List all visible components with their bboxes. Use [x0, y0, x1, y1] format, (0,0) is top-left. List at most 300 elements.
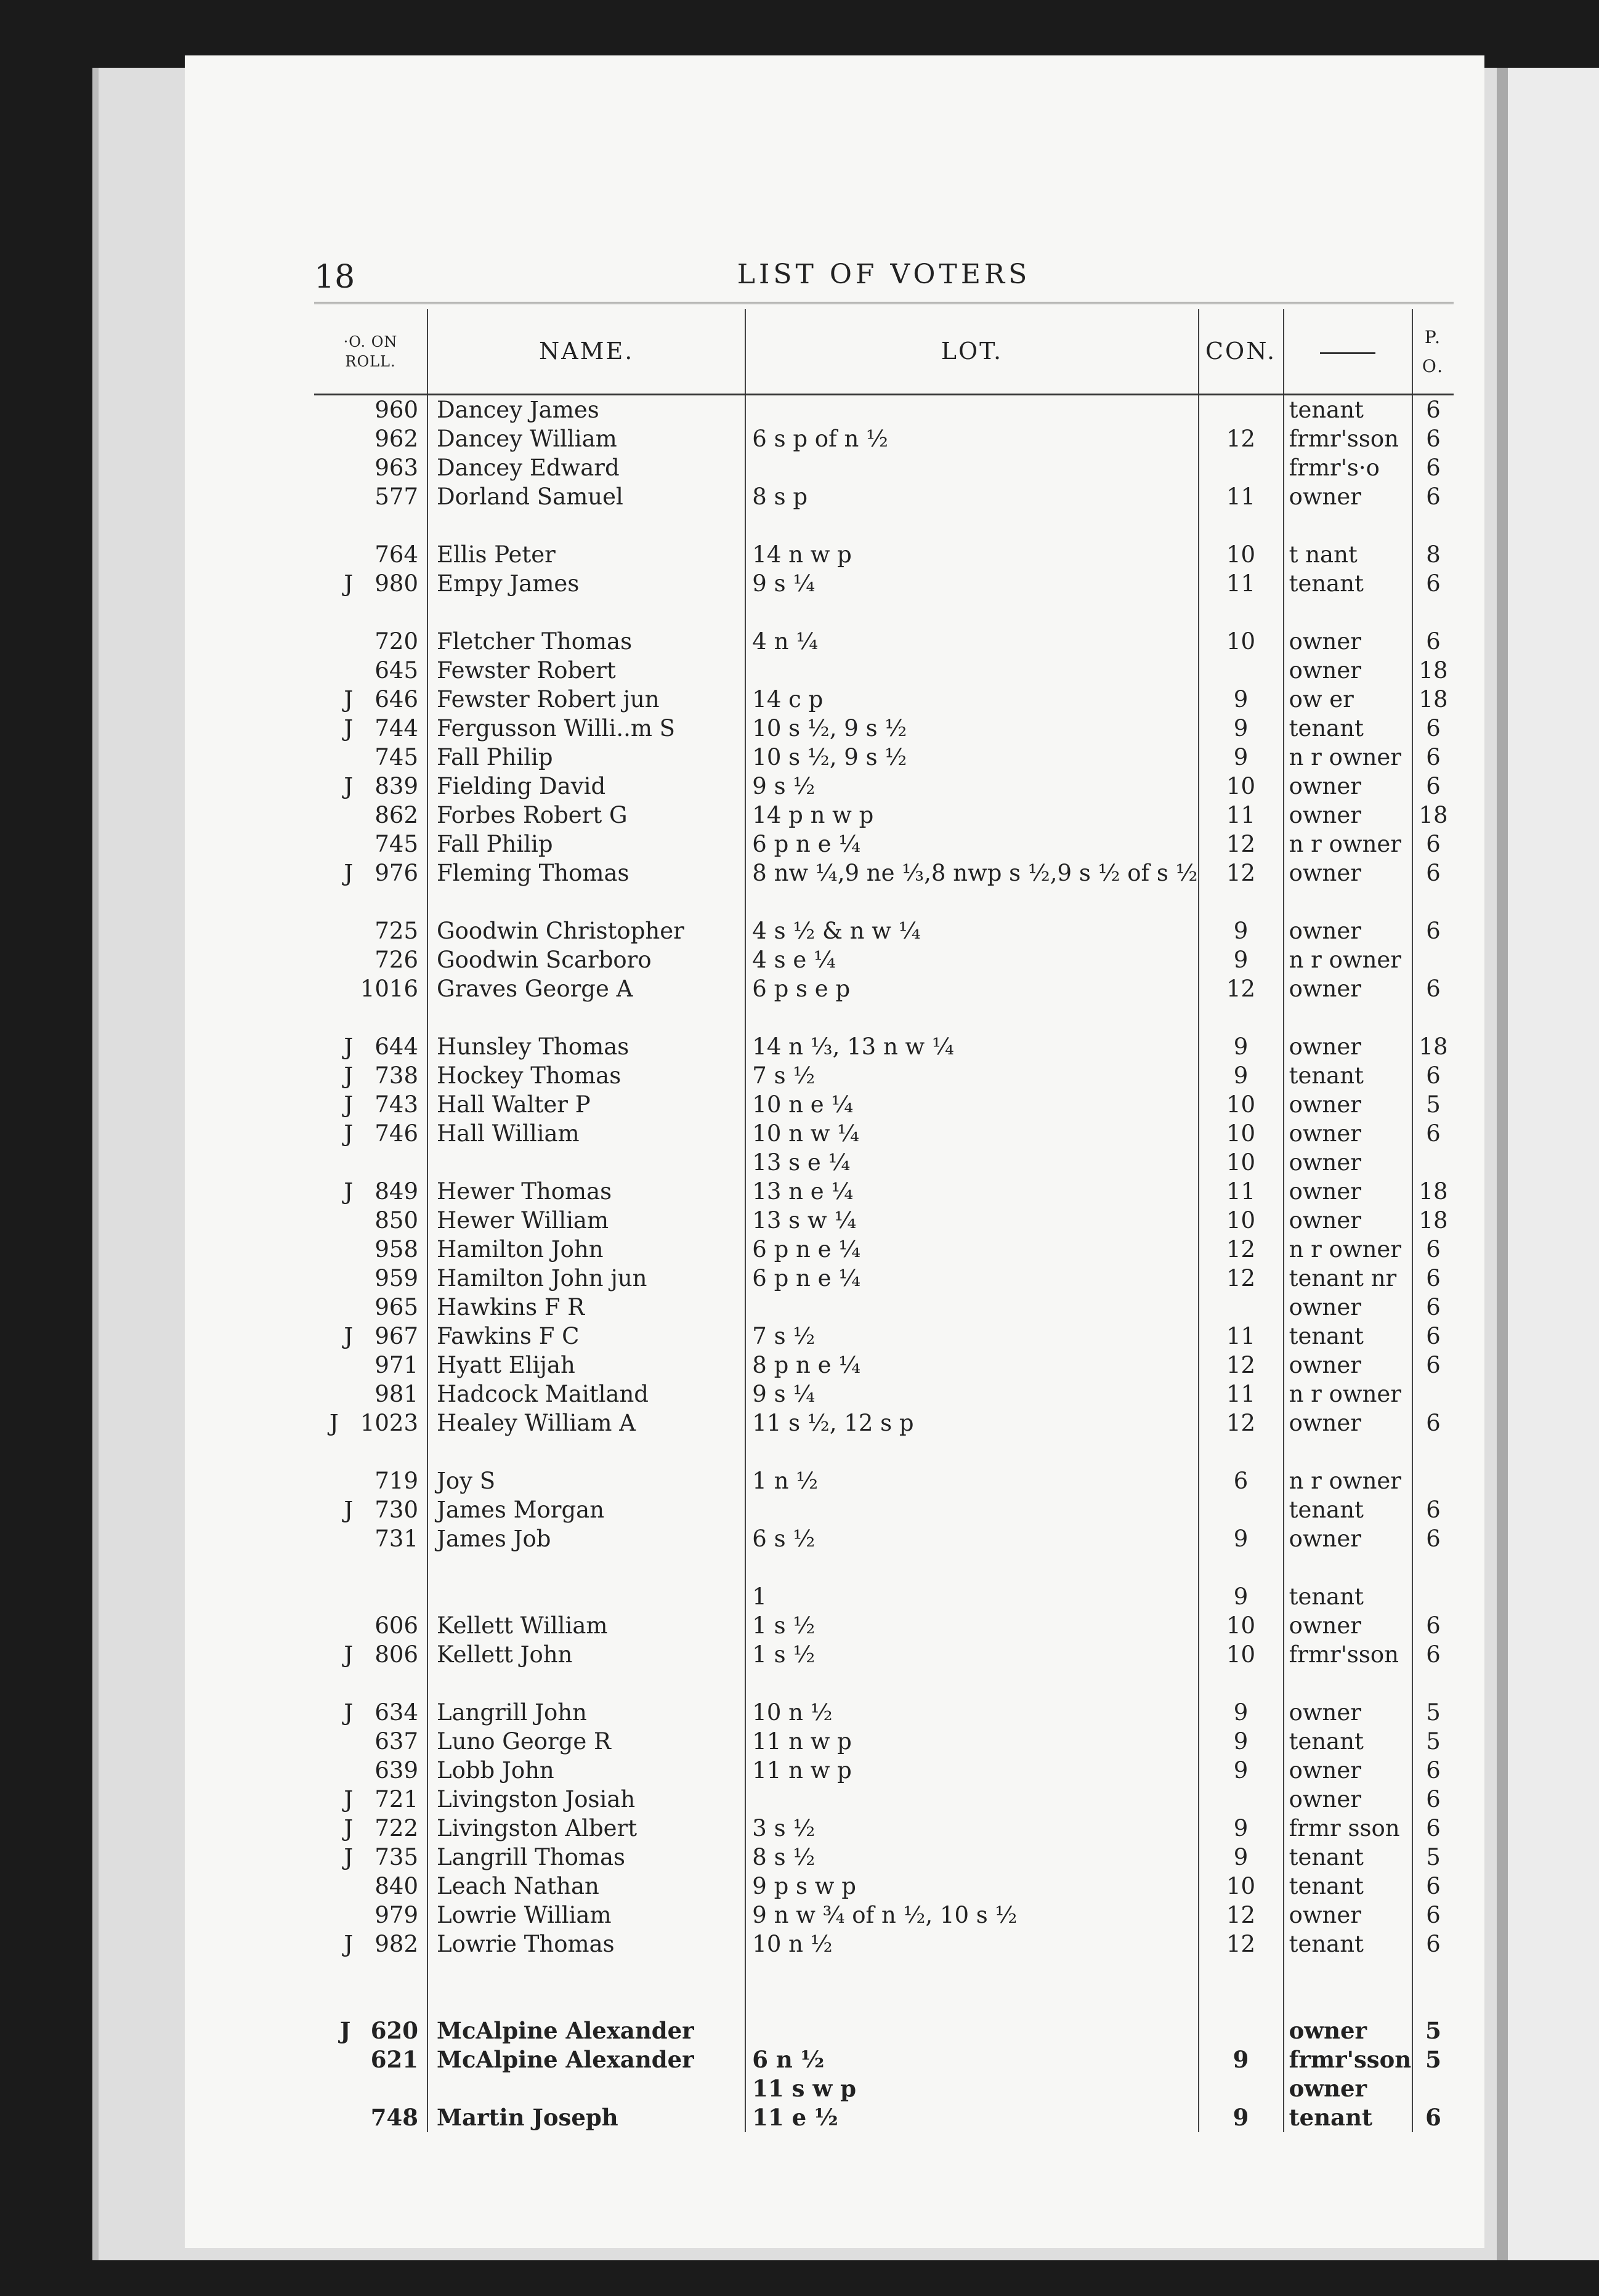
status-cell: owner	[1284, 772, 1412, 801]
table-row	[314, 830, 1454, 859]
gap-cell	[745, 1669, 1198, 1698]
voter-name: James Morgan	[427, 1495, 745, 1524]
roll-number: 839	[374, 773, 419, 799]
post-office-cell: 6	[1426, 1641, 1441, 1668]
concession-cell	[1199, 453, 1284, 482]
juror-mark: J	[344, 1497, 354, 1523]
table-row	[314, 801, 1454, 830]
gap-cell	[745, 598, 1198, 627]
roll-cell	[314, 772, 427, 801]
roll-number: 862	[374, 802, 419, 828]
table-header-row	[314, 309, 1454, 395]
roll-number: 959	[374, 1265, 419, 1292]
lot-cell: 10 s ½, 9 s ½	[745, 743, 1198, 772]
voter-name: Lowrie William	[427, 1901, 745, 1930]
lot-cell: 4 n ¼	[745, 627, 1198, 656]
roll-cell	[314, 859, 427, 887]
juror-mark: J	[344, 860, 354, 886]
lot-cell: 9 s ½	[745, 772, 1198, 801]
voter-name: McAlpine Alexander	[427, 2045, 745, 2074]
concession-cell: 9	[1199, 1061, 1284, 1090]
table-row	[314, 1293, 1454, 1322]
roll-number: 620	[370, 2017, 419, 2044]
gap-cell	[1284, 1437, 1412, 1466]
concession-cell: 10	[1199, 1119, 1284, 1148]
table-row	[314, 1727, 1454, 1756]
gap-cell	[1284, 1987, 1412, 2016]
concession-cell: 10	[1199, 627, 1284, 656]
gap-cell	[1199, 887, 1284, 916]
status-cell: owner	[1284, 974, 1412, 1003]
roll-cell	[314, 1264, 427, 1293]
status-cell: frmr'sson	[1284, 424, 1412, 453]
roll-cell	[314, 714, 427, 743]
column-header-status	[1284, 309, 1412, 395]
juror-mark: J	[329, 1410, 339, 1436]
status-cell: owner	[1284, 1901, 1412, 1930]
status-cell: tenant	[1284, 1843, 1412, 1872]
post-office-cell: 18	[1419, 1178, 1448, 1205]
voter-name: Healey William A	[427, 1409, 745, 1437]
lot-cell: 11 n w p	[745, 1756, 1198, 1785]
table-row	[314, 1061, 1454, 1090]
roll-cell	[314, 1466, 427, 1495]
lot-cell: 8 nw ¼,9 ne ⅓,8 nwp s ½,9 s ½ of s ½	[745, 859, 1198, 887]
roll-number: 725	[374, 918, 419, 944]
roll-cell	[314, 1351, 427, 1380]
post-office-cell: 6	[1426, 1265, 1441, 1292]
status-cell: owner	[1284, 916, 1412, 945]
roll-number: 644	[374, 1033, 419, 1060]
status-cell: owner	[1284, 656, 1412, 685]
table-row	[314, 1756, 1454, 1785]
roll-number: 720	[374, 628, 419, 655]
roll-number: 850	[374, 1207, 419, 1234]
voters-table	[314, 309, 1454, 2132]
post-office-cell: 6	[1426, 773, 1441, 799]
voter-name: Forbes Robert G	[427, 801, 745, 830]
page-number: 18	[314, 259, 355, 296]
gap-cell	[1412, 511, 1454, 540]
table-row	[314, 2016, 1454, 2045]
voter-name: Goodwin Christopher	[427, 916, 745, 945]
roll-number: 849	[374, 1178, 419, 1205]
gap-cell	[1199, 1987, 1284, 2016]
roll-cell	[314, 1756, 427, 1785]
table-row	[314, 2074, 1454, 2103]
status-cell: n r owner	[1284, 830, 1412, 859]
post-office-cell: 6	[1426, 976, 1441, 1002]
concession-cell: 11	[1199, 1380, 1284, 1409]
gap-cell	[745, 511, 1198, 540]
lot-cell: 6 p s e p	[745, 974, 1198, 1003]
roll-number: 637	[374, 1728, 419, 1755]
status-cell: tenant	[1284, 2103, 1412, 2132]
voter-name: Hyatt Elijah	[427, 1351, 745, 1380]
voter-name: Goodwin Scarboro	[427, 945, 745, 974]
gap-cell	[314, 1958, 427, 1987]
roll-cell	[314, 2016, 427, 2045]
lot-cell: 13 n e ¼	[745, 1177, 1198, 1206]
post-office-cell: 6	[1426, 744, 1441, 770]
voter-name: Hewer Thomas	[427, 1177, 745, 1206]
gap-cell	[1412, 598, 1454, 627]
lot-cell: 14 n ⅓, 13 n w ¼	[745, 1032, 1198, 1061]
gap-cell	[1199, 1958, 1284, 1987]
juror-mark: J	[344, 1120, 354, 1147]
roll-cell	[314, 1409, 427, 1437]
table-row	[314, 395, 1454, 425]
roll-number: 719	[374, 1468, 419, 1494]
voter-name: Lobb John	[427, 1756, 745, 1785]
roll-cell	[314, 1380, 427, 1409]
roll-cell	[314, 1177, 427, 1206]
gap-cell	[745, 1553, 1198, 1582]
table-row	[314, 859, 1454, 887]
voter-name: McAlpine Alexander	[427, 2016, 745, 2045]
concession-cell: 9	[1199, 1698, 1284, 1727]
concession-cell: 9	[1199, 714, 1284, 743]
table-row	[314, 1322, 1454, 1351]
table-row	[314, 1409, 1454, 1437]
concession-cell: 12	[1199, 1351, 1284, 1380]
section-gap	[314, 1437, 1454, 1466]
status-cell: tenant	[1284, 1061, 1412, 1090]
post-office-cell: 5	[1426, 1844, 1441, 1870]
table-row	[314, 2103, 1454, 2132]
concession-cell	[1199, 395, 1284, 425]
roll-number: 982	[374, 1931, 419, 1957]
post-office-cell: 6	[1426, 1236, 1441, 1263]
table-row	[314, 1524, 1454, 1553]
gap-cell	[427, 1553, 745, 1582]
concession-cell: 9	[1199, 1727, 1284, 1756]
voter-name: Langrill Thomas	[427, 1843, 745, 1872]
lot-cell: 7 s ½	[745, 1061, 1198, 1090]
status-header-dash	[1320, 352, 1375, 354]
roll-cell	[314, 1148, 427, 1177]
table-row	[314, 424, 1454, 453]
juror-mark: J	[344, 1323, 354, 1349]
concession-cell: 11	[1199, 801, 1284, 830]
concession-cell: 9	[1199, 1814, 1284, 1843]
lot-cell: 1 s ½	[745, 1640, 1198, 1669]
status-cell: tenant	[1284, 569, 1412, 598]
concession-cell: 9	[1199, 1582, 1284, 1611]
roll-number: 962	[374, 426, 419, 452]
lot-cell: 1 n ½	[745, 1466, 1198, 1495]
lot-cell: 9 s ¼	[745, 1380, 1198, 1409]
voter-name	[427, 1148, 745, 1177]
concession-cell: 12	[1199, 424, 1284, 453]
table-row	[314, 482, 1454, 511]
status-cell: owner	[1284, 1119, 1412, 1148]
juror-mark: J	[344, 1091, 354, 1118]
juror-mark: J	[344, 1699, 354, 1726]
post-office-cell: 5	[1426, 1728, 1441, 1755]
column-header-po: P. O.	[1412, 309, 1454, 395]
juror-mark: J	[344, 1033, 354, 1060]
roll-number: 971	[374, 1352, 419, 1378]
table-row	[314, 569, 1454, 598]
table-row	[314, 945, 1454, 974]
lot-cell	[745, 1495, 1198, 1524]
post-office-cell: 8	[1426, 541, 1441, 568]
gap-cell	[1412, 1987, 1454, 2016]
post-office-cell: 6	[1426, 628, 1441, 655]
table-row	[314, 974, 1454, 1003]
table-row	[314, 916, 1454, 945]
post-office-cell	[1412, 1380, 1454, 1409]
gap-cell	[427, 887, 745, 916]
concession-cell: 9	[1199, 2045, 1284, 2074]
post-office-cell: 18	[1419, 1033, 1448, 1060]
juror-mark: J	[344, 570, 354, 597]
post-office-cell: 6	[1426, 1526, 1441, 1552]
roll-number: 980	[374, 570, 419, 597]
concession-cell: 12	[1199, 1930, 1284, 1958]
voter-name: Lowrie Thomas	[427, 1930, 745, 1958]
juror-mark: J	[344, 1844, 354, 1870]
gap-cell	[427, 511, 745, 540]
voter-name: Hunsley Thomas	[427, 1032, 745, 1061]
roll-cell	[314, 1785, 427, 1814]
roll-number: 958	[374, 1236, 419, 1263]
table-row	[314, 743, 1454, 772]
lot-cell: 11 s w p	[745, 2074, 1198, 2103]
voter-name: Hamilton John jun	[427, 1264, 745, 1293]
lot-cell: 4 s e ¼	[745, 945, 1198, 974]
table-row	[314, 1235, 1454, 1264]
roll-cell	[314, 801, 427, 830]
roll-cell	[314, 1843, 427, 1872]
concession-cell: 11	[1199, 482, 1284, 511]
juror-mark: J	[344, 1786, 354, 1813]
section-gap	[314, 1669, 1454, 1698]
concession-cell: 9	[1199, 685, 1284, 714]
roll-cell	[314, 2045, 427, 2074]
roll-number: 606	[374, 1612, 419, 1639]
roll-cell	[314, 1930, 427, 1958]
table-row	[314, 1814, 1454, 1843]
gap-cell	[745, 1987, 1198, 2016]
section-gap	[314, 1003, 1454, 1032]
header-rule	[314, 302, 1454, 309]
table-row	[314, 1930, 1454, 1958]
section-gap	[314, 1553, 1454, 1582]
gap-cell	[1284, 1669, 1412, 1698]
roll-cell	[314, 974, 427, 1003]
status-cell: tenant	[1284, 1727, 1412, 1756]
status-cell: owner	[1284, 1611, 1412, 1640]
post-office-cell: 6	[1426, 1323, 1441, 1349]
roll-cell	[314, 1495, 427, 1524]
post-office-cell: 6	[1426, 1902, 1441, 1928]
section-gap	[314, 1987, 1454, 2016]
roll-cell	[314, 1206, 427, 1235]
lot-cell: 13 s w ¼	[745, 1206, 1198, 1235]
status-cell: owner	[1284, 1206, 1412, 1235]
status-cell: tenant	[1284, 1582, 1412, 1611]
voter-name: Langrill John	[427, 1698, 745, 1727]
voter-name: Fergusson Willi..m S	[427, 714, 745, 743]
lot-cell: 10 n e ¼	[745, 1090, 1198, 1119]
voter-name: Fletcher Thomas	[427, 627, 745, 656]
concession-cell: 12	[1199, 1235, 1284, 1264]
gap-cell	[1412, 1958, 1454, 1987]
post-office-cell	[1412, 1466, 1454, 1495]
roll-cell	[314, 1611, 427, 1640]
status-cell: owner	[1284, 1785, 1412, 1814]
concession-cell: 10	[1199, 1640, 1284, 1669]
status-cell: owner	[1284, 627, 1412, 656]
status-cell: owner	[1284, 1090, 1412, 1119]
roll-cell	[314, 1698, 427, 1727]
status-cell: ow er	[1284, 685, 1412, 714]
voter-name: James Job	[427, 1524, 745, 1553]
post-office-cell: 6	[1426, 831, 1441, 857]
table-row	[314, 1177, 1454, 1206]
table-row	[314, 1351, 1454, 1380]
table-row	[314, 1119, 1454, 1148]
lot-cell: 14 n w p	[745, 540, 1198, 569]
gap-cell	[1284, 1003, 1412, 1032]
concession-cell	[1199, 2074, 1284, 2103]
post-office-cell: 6	[1426, 1497, 1441, 1523]
roll-cell	[314, 1119, 427, 1148]
roll-cell	[314, 424, 427, 453]
voter-name: Hawkins F R	[427, 1293, 745, 1322]
post-office-cell: 6	[1426, 1410, 1441, 1436]
concession-cell: 12	[1199, 974, 1284, 1003]
table-row	[314, 1206, 1454, 1235]
voter-name: Empy James	[427, 569, 745, 598]
section-gap	[314, 598, 1454, 627]
roll-number: 646	[374, 686, 419, 713]
section-gap	[314, 511, 1454, 540]
juror-mark: J	[344, 1641, 354, 1668]
gap-cell	[1199, 1669, 1284, 1698]
roll-cell	[314, 656, 427, 685]
roll-cell	[314, 685, 427, 714]
status-cell: owner	[1284, 2016, 1412, 2045]
lot-cell	[745, 656, 1198, 685]
lot-cell: 9 n w ¾ of n ½, 10 s ½	[745, 1901, 1198, 1930]
voter-name: Hamilton John	[427, 1235, 745, 1264]
juror-mark: J	[344, 715, 354, 742]
roll-cell	[314, 540, 427, 569]
voter-name: Ellis Peter	[427, 540, 745, 569]
roll-cell	[314, 1032, 427, 1061]
concession-cell: 10	[1199, 1148, 1284, 1177]
status-cell: frmr'sson	[1284, 1640, 1412, 1669]
status-cell: frmr'sson	[1284, 2045, 1412, 2074]
status-cell: owner	[1284, 1524, 1412, 1553]
roll-number: 960	[374, 397, 419, 423]
table-row	[314, 714, 1454, 743]
concession-cell	[1199, 1293, 1284, 1322]
roll-number: 748	[370, 2104, 419, 2131]
concession-cell	[1199, 1495, 1284, 1524]
gap-cell	[314, 511, 427, 540]
concession-cell: 10	[1199, 1090, 1284, 1119]
roll-number: 745	[374, 744, 419, 770]
gap-cell	[427, 1958, 745, 1987]
gap-cell	[427, 1987, 745, 2016]
concession-cell: 10	[1199, 1206, 1284, 1235]
gap-cell	[427, 1437, 745, 1466]
table-row	[314, 1901, 1454, 1930]
table-row	[314, 1843, 1454, 1872]
column-header-name: NAME.	[427, 309, 745, 395]
gap-cell	[1199, 1437, 1284, 1466]
roll-cell	[314, 1727, 427, 1756]
concession-cell: 10	[1199, 1611, 1284, 1640]
lot-cell: 9 s ¼	[745, 569, 1198, 598]
voter-name: Dancey Edward	[427, 453, 745, 482]
post-office-cell: 18	[1419, 686, 1448, 713]
juror-mark: J	[339, 2017, 351, 2044]
voter-name	[427, 1582, 745, 1611]
post-office-cell	[1412, 1148, 1454, 1177]
roll-cell	[314, 453, 427, 482]
table-row	[314, 656, 1454, 685]
lot-cell: 10 n ½	[745, 1698, 1198, 1727]
post-office-cell	[1412, 1582, 1454, 1611]
roll-cell	[314, 1293, 427, 1322]
roll-cell	[314, 1235, 427, 1264]
concession-cell: 10	[1199, 1872, 1284, 1901]
concession-cell: 9	[1199, 1756, 1284, 1785]
table-row	[314, 1264, 1454, 1293]
lot-cell: 11 s ½, 12 s p	[745, 1409, 1198, 1437]
lot-cell: 1 s ½	[745, 1611, 1198, 1640]
lot-cell	[745, 2016, 1198, 2045]
roll-number: 730	[374, 1497, 419, 1523]
status-cell: tenant	[1284, 1930, 1412, 1958]
table-row	[314, 1148, 1454, 1177]
table-row	[314, 772, 1454, 801]
roll-cell	[314, 743, 427, 772]
table-row	[314, 1032, 1454, 1061]
voter-name: Kellett William	[427, 1611, 745, 1640]
lot-cell: 6 p n e ¼	[745, 1235, 1198, 1264]
post-office-cell: 6	[1426, 1873, 1441, 1899]
roll-number: 746	[374, 1120, 419, 1147]
post-office-cell: 6	[1426, 860, 1441, 886]
status-cell: tenant	[1284, 1322, 1412, 1351]
roll-number: 722	[374, 1815, 419, 1841]
section-gap	[314, 1958, 1454, 1987]
post-office-cell: 6	[1426, 1757, 1441, 1784]
gap-cell	[745, 1958, 1198, 1987]
lot-cell: 14 p n w p	[745, 801, 1198, 830]
section-gap	[314, 887, 1454, 916]
lot-cell	[745, 395, 1198, 425]
lot-cell: 6 p n e ¼	[745, 1264, 1198, 1293]
post-office-cell: 6	[1426, 1352, 1441, 1378]
roll-cell	[314, 569, 427, 598]
table-row	[314, 1090, 1454, 1119]
roll-cell	[314, 830, 427, 859]
table-row	[314, 2045, 1454, 2074]
gap-cell	[1284, 598, 1412, 627]
post-office-cell: 6	[1426, 483, 1441, 510]
roll-cell	[314, 1524, 427, 1553]
table-row	[314, 1611, 1454, 1640]
lot-cell: 10 n w ¼	[745, 1119, 1198, 1148]
status-cell: owner	[1284, 1351, 1412, 1380]
